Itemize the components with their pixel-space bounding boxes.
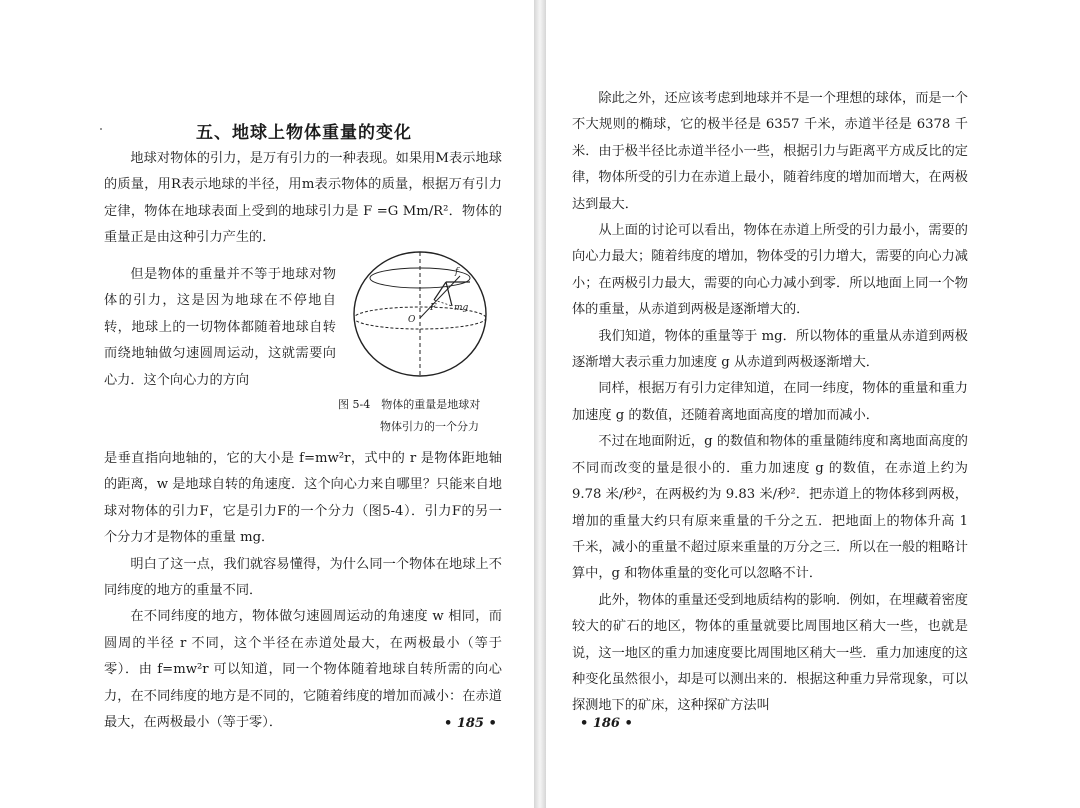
rest-paragraph: 是垂直指向地轴的，它的大小是 f=mw²r，式中的 r 是物体距地轴的距离，w 是地球自转的角速度．这个向心力来自哪里？只能来自地球对物体的引力F，它是引力F的一个分力（图5-4）．引力F的另一个分力才是物体的重量 mg． [104, 451, 502, 546]
figure-caption [338, 394, 504, 438]
caption-line-1: 图 5-4 物体的重量是地球对 [338, 398, 481, 411]
right-paragraph-6: 此外，物体的重量还受到地质结构的影响．例如，在埋藏着密度较大的矿石的地区，物体的重量就要比周围地区稍大一些，也就是说，这一地区的重力加速度要比周围地区稍大一些．重力加速度的这种变化虽然很小，却是可以测出来的．根据这种重力异常现象，可以探测地下的矿床，这种探矿方法叫 [572, 592, 968, 714]
paragraph-2: 明白了这一点，我们就容易懂得，为什么同一个物体在地球上不同纬度的地方的重量不同． [104, 556, 502, 599]
page-number-right: • 186 • [580, 716, 633, 731]
right-paragraph-5: 不过在地面附近，g 的数值和物体的重量随纬度和离地面高度的不同而改变的量是很小的．重力加速度 g 的数值，在赤道上约为 9.78 米/秒²，在两极约为 9.83 米/秒²．把赤道上的物体移到两极，增加的重量大约只有原来重量的千分之五．把地面上的物体升高 1 千米，减小的重量不超过原来重量的万分之三．所以在一般的粗略计算中，g 和物体重量的变化可以忽略不计． [572, 434, 968, 582]
rest-block [104, 446, 502, 736]
f-label: f [455, 267, 459, 277]
page-number-left: • 185 • [444, 716, 497, 731]
center-label: O [408, 315, 416, 325]
caption-line-2: 物体引力的一个分力 [380, 420, 479, 433]
book-gutter [534, 0, 546, 808]
right-body [572, 86, 968, 720]
right-paragraph-3: 我们知道，物体的重量等于 mg．所以物体的重量从赤道到两极逐渐增大表示重力加速度 g 从赤道到两极逐渐增大． [572, 328, 968, 371]
section-title: 五、地球上物体重量的变化 [196, 123, 412, 143]
intro-paragraph: 地球对物体的引力，是万有引力的一种表现。如果用M表示地球的质量，用R表示地球的半径，用m表示物体的质量，根据万有引力定律，物体在地球表面上受到的地球引力是 F =G Mm/R²．物体的重量正是由这种引力产生的． [104, 151, 502, 246]
right-paragraph-1: 除此之外，还应该考虑到地球并不是一个理想的球体，而是一个不大规则的椭球，它的极半径是 6357 千米，赤道半径是 6378 千米．由于极半径比赤道半径小一些，根据引力与距离平方成反比的定律，物体所受的引力在赤道上最小，随着纬度的增加而增大，在两极达到最大． [572, 91, 968, 212]
right-paragraph-4: 同样，根据万有引力定律知道，在同一纬度，物体的重量和重力加速度 g 的数值，还随着离地面高度的增加而减小． [572, 381, 968, 423]
paragraph-3: 在不同纬度的地方，物体做匀速圆周运动的角速度 w 相同，而圆周的半径 r 不同，这个半径在赤道处最大，在两极最小（等于零）．由 f=mw²r 可以知道，同一个物体随着地球自转所需的向心力，在不同纬度的地方是不同的，它随着纬度的增加而减小：在赤道最大，在两极最小（等于零）． [104, 609, 502, 731]
print-speck [100, 128, 102, 130]
globe-diagram [342, 248, 498, 388]
intro-block [104, 146, 502, 252]
wrap-block [104, 262, 336, 394]
figure-5-4 [338, 248, 504, 444]
left-page [0, 0, 534, 808]
F-label: F [430, 303, 437, 313]
right-page [546, 0, 1080, 808]
mg-label: mg [454, 303, 469, 313]
wrap-paragraph: 但是物体的重量并不等于地球对物体的引力，这是因为地球在不停地自转，地球上的一切物体都随着地球自转而绕地轴做匀速圆周运动，这就需要向心力．这个向心力的方向 [104, 267, 336, 388]
right-paragraph-2: 从上面的讨论可以看出，物体在赤道上所受的引力最小，需要的向心力最大；随着纬度的增加，物体受的引力增大，需要的向心力减小；在两极引力最大，需要的向心力减小到零．所以地面上同一个物体的重量，从赤道到两极是逐渐增大的． [572, 223, 968, 318]
